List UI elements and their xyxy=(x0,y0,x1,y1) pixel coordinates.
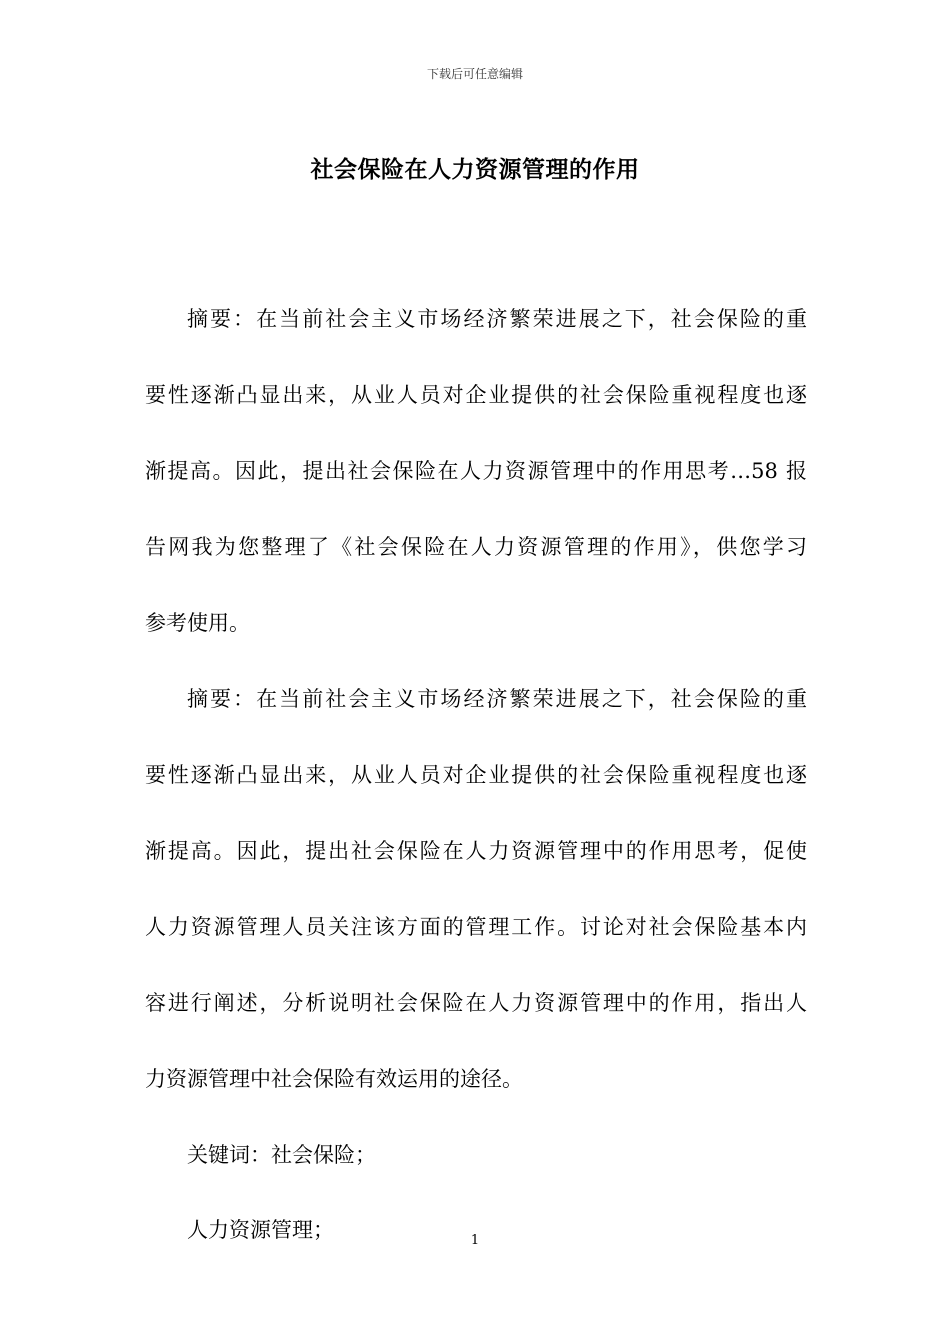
abstract-paragraph-1 xyxy=(145,300,807,643)
header-note: 下载后可任意编辑 xyxy=(426,67,523,81)
document-body xyxy=(145,300,807,1250)
paragraph-line: 要性逐渐凸显出来，从业人员对企业提供的社会保险重视程度也逐 xyxy=(145,383,807,407)
document-title: 社会保险在人力资源管理的作用 xyxy=(310,156,640,183)
paragraph-line: 力资源管理中社会保险有效运用的途径。 xyxy=(145,1067,523,1091)
paragraph-line: 摘要：在当前社会主义市场经济繁荣进展之下，社会保险的重 xyxy=(187,687,807,711)
paragraph-line: 人力资源管理人员关注该方面的管理工作。讨论对社会保险基本内 xyxy=(145,915,807,939)
keywords-line-1: 关键词：社会保险； xyxy=(187,1143,376,1167)
paragraph-line: 容进行阐述，分析说明社会保险在人力资源管理中的作用，指出人 xyxy=(145,991,807,1015)
page-number: 1 xyxy=(470,1233,480,1248)
paragraph-line: 摘要：在当前社会主义市场经济繁荣进展之下，社会保险的重 xyxy=(187,307,807,331)
paragraph-line: 参考使用。 xyxy=(145,611,250,635)
paragraph-line: 渐提高。因此，提出社会保险在人力资源管理中的作用思考…58 报 xyxy=(145,459,807,483)
paragraph-line: 要性逐渐凸显出来，从业人员对企业提供的社会保险重视程度也逐 xyxy=(145,763,807,787)
paragraph-line: 告网我为您整理了《社会保险在人力资源管理的作用》，供您学习 xyxy=(145,535,807,559)
paragraph-line: 渐提高。因此，提出社会保险在人力资源管理中的作用思考，促使 xyxy=(145,839,807,863)
abstract-paragraph-2 xyxy=(145,680,807,1099)
keywords-line-2: 人力资源管理； xyxy=(187,1218,334,1242)
